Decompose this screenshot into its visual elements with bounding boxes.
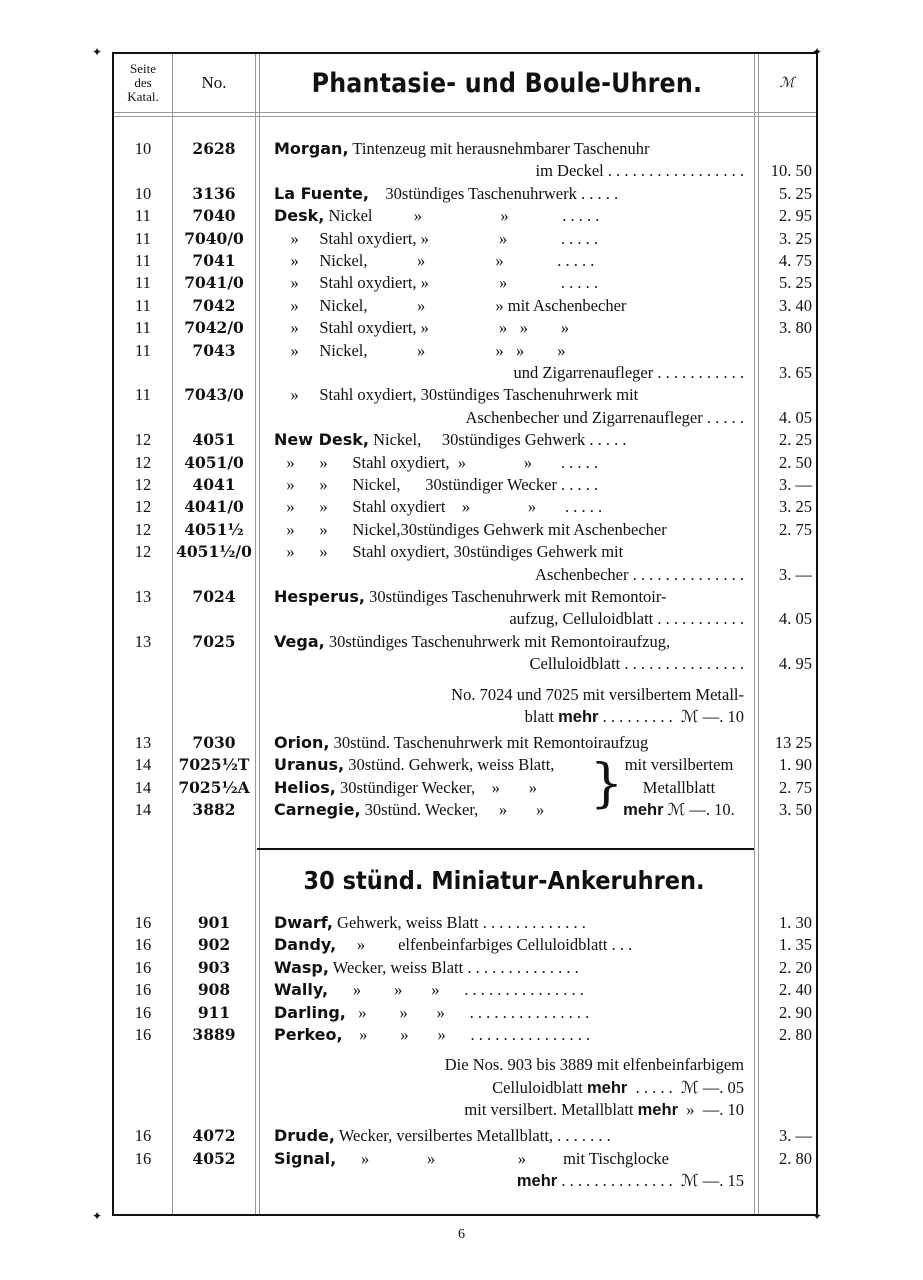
- table-row: [114, 160, 816, 182]
- item-price: 2. 75: [779, 777, 812, 797]
- brace-note-line: Metallblatt: [642, 777, 716, 797]
- item-text: 30stündiges Taschenuhrwerk mit Remontoiraufzug,: [324, 631, 671, 651]
- item-text: Aschenbecher . . . . . . . . . . . . . .: [535, 564, 744, 584]
- item-text: » Stahl oxydiert, 30stündiges Taschenuhrwerk mit: [274, 385, 639, 405]
- item-name: Drude,: [274, 1126, 335, 1146]
- item-number: 7043/0: [184, 385, 244, 405]
- catalog-page: 11: [135, 228, 151, 248]
- table-row: [114, 912, 816, 934]
- catalog-page: 12: [134, 475, 152, 494]
- item-number: 911: [197, 1002, 231, 1022]
- item-number: 2628: [192, 139, 236, 158]
- item-name: Wally,: [274, 980, 329, 1000]
- item-description: [274, 1125, 744, 1147]
- item-price: 2. 40: [779, 980, 812, 1000]
- item-number: 7042: [192, 295, 236, 315]
- item-description: [274, 138, 744, 160]
- item-description: [274, 474, 744, 496]
- item-price: 4. 75: [779, 251, 812, 270]
- item-name: Darling,: [274, 1002, 346, 1022]
- mehr-label: mehr: [558, 708, 599, 726]
- item-name: Wasp,: [274, 957, 329, 977]
- item-description: [274, 183, 744, 205]
- item-number: 4041/0: [184, 497, 244, 517]
- catalog-page: 16: [134, 1126, 152, 1146]
- item-description: [274, 1148, 744, 1170]
- item-description: [274, 541, 744, 563]
- catalog-page: 11: [135, 251, 151, 270]
- item-description: [274, 407, 744, 429]
- item-description: [274, 317, 744, 339]
- item-price: 5. 25: [779, 273, 812, 293]
- item-description: [274, 732, 744, 754]
- item-number: 7041: [192, 251, 236, 270]
- mehr-label: mehr: [637, 1101, 678, 1120]
- note-text: » —. 10: [678, 1100, 744, 1120]
- table-row: [114, 957, 816, 979]
- table-row: [114, 1148, 816, 1170]
- item-text: Wecker, weiss Blatt . . . . . . . . . . . . . .: [328, 957, 579, 977]
- item-text: » » » . . . . . . . . . . . . . . .: [342, 1025, 591, 1044]
- catalog-page: 16: [134, 935, 152, 955]
- item-number: 902: [197, 935, 231, 955]
- item-number: 4072: [192, 1126, 236, 1146]
- note-text: Die Nos. 903 bis 3889 mit elfenbeinfarbigem: [444, 1055, 744, 1075]
- item-price: 2. 20: [779, 957, 812, 977]
- item-name: Uranus,: [274, 755, 345, 775]
- note-text: . . . . . . . . . ℳ —. 10: [598, 707, 744, 726]
- item-text: 30stündiger Wecker, » »: [335, 777, 537, 797]
- note-text: No. 7024 und 7025 mit versilbertem Metall-: [451, 684, 744, 704]
- catalog-page: 12: [134, 430, 152, 450]
- table-row: [114, 205, 816, 227]
- item-number: 7040/0: [184, 228, 244, 248]
- item-number: 7025½T: [178, 755, 250, 775]
- item-price: 10. 50: [770, 161, 812, 181]
- item-description: [274, 295, 744, 317]
- item-name: Desk,: [274, 206, 325, 226]
- item-number: 3136: [192, 183, 236, 203]
- catalog-page: 12: [134, 519, 152, 539]
- item-price: 2. 90: [779, 1002, 812, 1022]
- item-number: 7040: [192, 206, 236, 226]
- table-row: [114, 407, 816, 429]
- item-name: Dwarf,: [274, 913, 333, 932]
- item-text: 30stünd. Gehwerk, weiss Blatt,: [344, 755, 555, 775]
- catalog-table-frame: [112, 52, 818, 1216]
- note-line: [114, 684, 816, 706]
- catalog-page: 11: [135, 385, 151, 405]
- note-line: [114, 1099, 816, 1121]
- item-price: 3. 65: [779, 363, 812, 382]
- item-number: 7041/0: [184, 273, 244, 293]
- header-seite: Seite des Katal.: [127, 61, 159, 104]
- curly-brace-icon: }: [590, 754, 624, 815]
- item-price: 3. —: [779, 1126, 812, 1146]
- item-number: 7043: [192, 340, 236, 360]
- catalog-page: 16: [134, 913, 152, 932]
- table-row: [114, 519, 816, 541]
- item-description: [274, 429, 744, 451]
- catalog-page: 13: [134, 587, 152, 606]
- catalog-page: 11: [135, 318, 151, 338]
- table-row: [114, 183, 816, 205]
- catalog-page: 14: [134, 800, 152, 820]
- note-line: [114, 1054, 816, 1076]
- catalog-page: 13: [134, 631, 152, 651]
- registration-mark-top-right: ✦: [812, 45, 823, 59]
- item-text: Wecker, versilbertes Metallblatt, . . . . . . .: [334, 1126, 611, 1146]
- item-text: » Nickel, » » mit Aschenbecher: [274, 295, 627, 315]
- item-number: 4051: [192, 430, 236, 450]
- catalog-page: 16: [134, 1025, 152, 1044]
- item-text: 30stünd. Wecker, » »: [360, 800, 545, 820]
- brace-note-line: mit versilbertem: [624, 755, 734, 775]
- item-text: » » » . . . . . . . . . . . . . . .: [328, 980, 584, 1000]
- table-row: [114, 496, 816, 518]
- item-description: [274, 452, 744, 474]
- item-text: Celluloidblatt . . . . . . . . . . . . . . .: [529, 654, 744, 674]
- item-name: Carnegie,: [274, 800, 361, 820]
- item-number: 7025: [192, 631, 236, 651]
- item-number: 3882: [192, 800, 236, 820]
- item-text: » elfenbeinfarbiges Celluloidblatt . . .: [336, 935, 633, 955]
- item-description: [274, 362, 744, 384]
- item-description: [274, 1024, 744, 1046]
- page-number: 6: [458, 1227, 465, 1242]
- page-title: Phantasie- und Boule-Uhren.: [311, 67, 702, 99]
- item-text: Aschenbecher und Zigarrenaufleger . . . . .: [465, 407, 744, 427]
- item-text: » » » . . . . . . . . . . . . . . .: [345, 1002, 590, 1022]
- item-name: New Desk,: [274, 430, 369, 450]
- table-row: [114, 586, 816, 608]
- item-text: Nickel » » . . . . .: [324, 206, 600, 226]
- item-number: 903: [197, 957, 231, 977]
- table-row: [114, 564, 816, 586]
- item-name: La Fuente,: [274, 183, 369, 203]
- catalog-page: 13: [134, 733, 152, 752]
- item-price: 3. 80: [779, 318, 812, 338]
- item-description: [274, 340, 744, 362]
- item-price: 1. 35: [779, 935, 812, 955]
- item-description: [274, 1002, 744, 1024]
- item-price: 2. 75: [779, 519, 812, 539]
- table-row: [114, 429, 816, 451]
- item-number: 7042/0: [184, 318, 244, 338]
- note-text: ℳ —. 10.: [663, 800, 735, 820]
- item-text: » Stahl oxydiert, » » . . . . .: [274, 228, 599, 248]
- item-description: [274, 205, 744, 227]
- item-price: 4. 05: [779, 407, 812, 427]
- item-price: 2. 50: [779, 452, 812, 472]
- item-name: Dandy,: [274, 935, 337, 955]
- item-name: Orion,: [274, 733, 330, 752]
- mehr-label: mehr: [623, 801, 664, 820]
- item-description: [274, 564, 744, 586]
- header-no: No.: [201, 73, 227, 92]
- item-name: Perkeo,: [274, 1025, 343, 1044]
- note-line: [114, 1077, 816, 1099]
- item-price: 3. 50: [779, 800, 812, 820]
- item-description: [274, 496, 744, 518]
- item-text: Tintenzeug mit herausnehmbarer Taschenuhr: [348, 139, 650, 158]
- item-price: 1. 30: [779, 913, 812, 932]
- item-price: 4. 95: [779, 654, 812, 674]
- item-number: 4052: [192, 1148, 236, 1168]
- item-text: Nickel, 30stündiges Gehwerk . . . . .: [368, 430, 627, 450]
- catalog-page: 14: [134, 777, 152, 797]
- table-row: [114, 138, 816, 160]
- item-text: aufzug, Celluloidblatt . . . . . . . . . . .: [509, 609, 744, 629]
- table-row: [114, 317, 816, 339]
- item-number: 4051½: [184, 519, 244, 539]
- catalog-page: 16: [134, 957, 152, 977]
- item-text: » Nickel, » » . . . . .: [274, 251, 595, 270]
- table-row: [114, 250, 816, 272]
- header-rule: [114, 112, 816, 117]
- note-text: . . . . . . . . . . . . . . ℳ —. 15: [557, 1171, 744, 1190]
- item-price: 2. 80: [779, 1025, 812, 1044]
- registration-mark-bottom-left: ✦: [92, 1209, 103, 1223]
- item-number: 3889: [192, 1025, 236, 1044]
- registration-mark-bottom-right: ✦: [812, 1209, 823, 1223]
- note-line: [114, 1170, 816, 1192]
- item-description: [274, 272, 744, 294]
- item-number: 7024: [192, 587, 236, 606]
- table-row: [114, 452, 816, 474]
- table-row: [114, 979, 816, 1001]
- mehr-label: mehr: [516, 1172, 558, 1190]
- catalog-page: 16: [134, 980, 152, 1000]
- table-row: [114, 732, 816, 754]
- item-text: 30stünd. Taschenuhrwerk mit Remontoiraufzug: [329, 733, 649, 752]
- item-text: » » Nickel,30stündiges Gehwerk mit Aschenbecher: [274, 519, 667, 539]
- brace-note-line: [614, 799, 744, 821]
- note-line: [114, 706, 816, 728]
- item-description: [274, 160, 744, 182]
- item-name: Hesperus,: [274, 587, 365, 606]
- table-row: [114, 934, 816, 956]
- item-price: 13 25: [774, 733, 812, 752]
- item-number: 4051/0: [184, 452, 244, 472]
- item-description: [274, 384, 744, 406]
- item-price: 5. 25: [779, 183, 812, 203]
- catalog-page: 14: [134, 755, 152, 775]
- item-text: 30stündiges Taschenuhrwerk mit Remontoir-: [364, 587, 667, 606]
- note-text: Celluloidblatt: [492, 1077, 587, 1097]
- catalog-page: 16: [134, 1148, 152, 1168]
- item-text: » Stahl oxydiert, » » » »: [274, 318, 570, 338]
- table-row: [114, 272, 816, 294]
- item-description: [274, 608, 744, 630]
- item-number: 4051½/0: [176, 542, 252, 562]
- item-text: im Deckel . . . . . . . . . . . . . . . . .: [535, 161, 744, 181]
- catalog-page: 11: [135, 340, 151, 360]
- item-number: 7030: [192, 733, 236, 752]
- catalog-page: 11: [135, 273, 151, 293]
- item-number: 4041: [192, 475, 236, 494]
- item-price: 3. —: [779, 564, 812, 584]
- table-row: [114, 474, 816, 496]
- item-price: 2. 25: [779, 430, 812, 450]
- item-price: 4. 05: [779, 609, 812, 629]
- item-price: 3. —: [779, 475, 812, 494]
- item-description: [274, 653, 744, 675]
- section-title-miniatur: 30 stünd. Miniatur-Ankeruhren.: [303, 866, 705, 895]
- item-description: [274, 912, 744, 934]
- item-description: [274, 250, 744, 272]
- item-name: Vega,: [274, 631, 325, 651]
- catalog-page: 11: [135, 295, 151, 315]
- catalog-page: 11: [135, 206, 151, 226]
- note-text: mit versilbert. Metallblatt: [464, 1100, 638, 1120]
- note-text: blatt: [524, 707, 559, 726]
- item-description: [274, 957, 744, 979]
- table-row: [114, 384, 816, 406]
- catalog-page: 10: [134, 183, 152, 203]
- item-description: [274, 228, 744, 250]
- item-text: » » Stahl oxydiert » » . . . . .: [274, 497, 603, 517]
- item-name: Morgan,: [274, 139, 349, 158]
- item-name: Signal,: [274, 1148, 337, 1168]
- table-row: [114, 340, 816, 362]
- item-name: Helios,: [274, 777, 336, 797]
- catalog-page: 16: [134, 1002, 152, 1022]
- item-price: 3. 40: [779, 295, 812, 315]
- table-row: [114, 1002, 816, 1024]
- item-description: [274, 519, 744, 541]
- item-price: 1. 90: [779, 755, 812, 775]
- item-price: 2. 95: [779, 206, 812, 226]
- item-price: 2. 80: [779, 1148, 812, 1168]
- catalog-page: 12: [134, 497, 152, 517]
- item-text: » Nickel, » » » »: [274, 340, 566, 360]
- table-row: [114, 1024, 816, 1046]
- table-row: [114, 1125, 816, 1147]
- item-text: und Zigarrenaufleger . . . . . . . . . . .: [513, 363, 744, 382]
- note-text: . . . . . ℳ —. 05: [627, 1077, 744, 1097]
- catalog-page: 12: [134, 452, 152, 472]
- item-text: Gehwerk, weiss Blatt . . . . . . . . . . . . .: [332, 913, 586, 932]
- header-price-mark: ℳ: [779, 75, 795, 91]
- catalog-page: 12: [134, 542, 152, 562]
- registration-mark-top-left: ✦: [92, 45, 103, 59]
- item-text: » » Stahl oxydiert, 30stündiges Gehwerk mit: [274, 542, 624, 562]
- item-description: [274, 586, 744, 608]
- item-number: 908: [197, 980, 231, 1000]
- item-description: [274, 979, 744, 1001]
- table-row: [114, 228, 816, 250]
- item-price: 3. 25: [779, 497, 812, 517]
- item-description: [274, 934, 744, 956]
- table-row: [114, 541, 816, 563]
- item-description: [274, 631, 744, 653]
- catalog-page: 10: [134, 139, 152, 158]
- item-text: 30stündiges Taschenuhrwerk . . . . .: [368, 183, 619, 203]
- item-price: 3. 25: [779, 228, 812, 248]
- table-row: [114, 608, 816, 630]
- item-text: » » Nickel, 30stündiger Wecker . . . . .: [274, 475, 599, 494]
- mehr-label: mehr: [586, 1078, 628, 1097]
- table-row: [114, 362, 816, 384]
- section-divider: [257, 848, 754, 850]
- item-text: » Stahl oxydiert, » » . . . . .: [274, 273, 599, 293]
- item-text: » » Stahl oxydiert, » » . . . . .: [274, 452, 599, 472]
- table-row: [114, 653, 816, 675]
- table-row: [114, 631, 816, 653]
- item-number: 7025½A: [178, 777, 250, 797]
- item-number: 901: [197, 913, 231, 932]
- table-row: [114, 295, 816, 317]
- item-text: » » » mit Tischglocke: [336, 1148, 669, 1168]
